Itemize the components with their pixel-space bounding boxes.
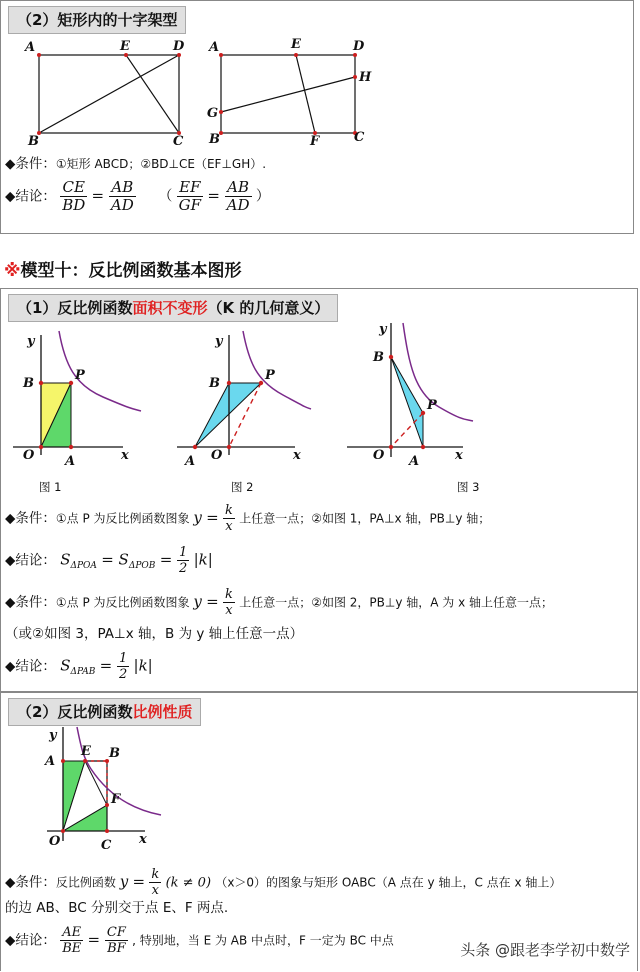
fraction-ab-ad-2: $\frac{AB}{AD}$ bbox=[226, 178, 250, 214]
conclusion-2: ◆结论： $S_{\Delta PAB}$ = $\frac{1}{2}$ |k| bbox=[5, 651, 153, 682]
label-A: A bbox=[209, 40, 220, 55]
figure-1 bbox=[9, 325, 149, 469]
condition-continued: 的边 AB、BC 分别交于点 E、F 两点. bbox=[5, 900, 229, 916]
label-y: y bbox=[379, 322, 387, 337]
figure-rect-cross bbox=[203, 37, 383, 147]
label-F: F bbox=[111, 792, 121, 807]
figure-ratio bbox=[35, 723, 165, 853]
fraction-half: $\frac{1}{2}$ bbox=[179, 545, 188, 576]
section-tag: （2）矩形内的十字架型 bbox=[8, 6, 186, 34]
figure-3 bbox=[343, 319, 483, 469]
label-B: B bbox=[109, 746, 120, 761]
concl-label: ◆结论： bbox=[5, 188, 56, 205]
label-P: P bbox=[75, 368, 85, 383]
label-A: A bbox=[65, 454, 76, 469]
caption-fig-1: 图 1 bbox=[39, 480, 62, 494]
fraction-ef-gf: $\frac{EF}{GF}$ bbox=[178, 178, 202, 214]
label-B: B bbox=[28, 134, 39, 147]
label-A: A bbox=[409, 454, 420, 469]
label-O: O bbox=[373, 448, 385, 463]
condition-2-alt: （或②如图 3，PA⊥x 轴，B 为 y 轴上任意一点） bbox=[5, 626, 304, 642]
label-F: F bbox=[310, 134, 320, 147]
caption-fig-3: 图 3 bbox=[457, 480, 480, 494]
conclusion-1: ◆结论： $S_{\Delta POA} = S_{\Delta POB}$ = $\frac{1}{2}$ |k| bbox=[5, 545, 213, 576]
tag-highlight: 比例性质 bbox=[132, 703, 193, 721]
condition: ◆条件：反比例函数 y = $\frac{k}{x}$ (k ≠ 0) （x＞0）的图象与矩形 OABC（A 点在 y 轴上，C 点在 x 轴上） bbox=[5, 867, 562, 898]
fraction-ab-ad: $\frac{AB}{AD}$ bbox=[110, 178, 134, 214]
label-A: A bbox=[185, 454, 196, 469]
label-y: y bbox=[49, 728, 57, 743]
condition-line bbox=[5, 155, 266, 173]
conclusion: ◆结论： $\frac{AE}{BE}$ = $\frac{CF}{BF}$ , 特别地，当 E 为 AB 中点时，F 一定为 BC 中点 bbox=[5, 925, 394, 956]
watermark: 头条 @跟老李学初中数学 bbox=[460, 941, 630, 959]
label-O: O bbox=[49, 834, 61, 849]
fraction-ae-be: $\frac{AE}{BE}$ bbox=[62, 925, 82, 956]
label-E: E bbox=[291, 37, 301, 52]
label-x: x bbox=[139, 832, 147, 847]
fraction-half-2: $\frac{1}{2}$ bbox=[118, 651, 128, 682]
label-C: C bbox=[173, 134, 184, 147]
figure-2 bbox=[173, 325, 313, 469]
label-O: O bbox=[23, 448, 35, 463]
conclusion-line: ◆结论： $\frac{CE}{BD}$ = $\frac{AB}{AD}$ （ $\frac{EF}{GF}$ = $\frac{AB}{AD}$ ） bbox=[5, 178, 270, 214]
condition-1: ◆条件：①点 P 为反比例函数图象 y = $\frac{k}{x}$ 上任意一点；②如图 1，PA⊥x 轴，PB⊥y 轴； bbox=[5, 503, 491, 534]
tag-highlight: 面积不变形 bbox=[132, 299, 208, 317]
caption-fig-2: 图 2 bbox=[231, 480, 254, 494]
label-B: B bbox=[209, 376, 220, 391]
label-P: P bbox=[427, 398, 437, 413]
section-tag: （1）反比例函数面积不变形（K 的几何意义） bbox=[8, 294, 338, 322]
fraction-k-x-2: $\frac{k}{x}$ bbox=[225, 587, 233, 618]
label-x: x bbox=[455, 448, 463, 463]
heading-text: 模型十：反比例函数基本图形 bbox=[20, 261, 242, 281]
label-D: D bbox=[353, 39, 365, 54]
figure-rect-diagonal bbox=[21, 37, 201, 147]
label-x: x bbox=[293, 448, 301, 463]
label-O: O bbox=[211, 448, 223, 463]
label-B: B bbox=[373, 350, 384, 365]
model-heading bbox=[4, 256, 242, 281]
label-B: B bbox=[23, 376, 34, 391]
label-B: B bbox=[209, 132, 220, 147]
fraction-ce-bd: $\frac{CE}{BD}$ bbox=[62, 178, 86, 214]
condition-2: ◆条件：①点 P 为反比例函数图象 y = $\frac{k}{x}$ 上任意一点；②如图 2，PB⊥y 轴，A 为 x 轴上任意一点； bbox=[5, 587, 553, 618]
label-C: C bbox=[354, 130, 365, 145]
label-y: y bbox=[27, 334, 35, 349]
cond-label: ◆条件： bbox=[5, 156, 56, 172]
label-y: y bbox=[215, 334, 223, 349]
label-E: E bbox=[81, 744, 91, 759]
section-rectangle-cross bbox=[0, 0, 634, 234]
section-ratio-property bbox=[0, 692, 638, 971]
fraction-cf-bf: $\frac{CF}{BF}$ bbox=[106, 925, 126, 956]
label-H: H bbox=[359, 70, 372, 85]
label-C: C bbox=[101, 838, 112, 853]
section-tag: （2）反比例函数比例性质 bbox=[8, 698, 201, 726]
fraction-k-x: $\frac{k}{x}$ bbox=[225, 503, 233, 534]
label-A: A bbox=[25, 40, 36, 55]
label-A: A bbox=[45, 754, 56, 769]
section-area-invariant bbox=[0, 288, 638, 692]
label-G: G bbox=[207, 106, 219, 121]
label-D: D bbox=[173, 39, 185, 54]
fraction-k-x-3: $\frac{k}{x}$ bbox=[151, 867, 160, 898]
label-E: E bbox=[120, 39, 130, 54]
heading-mark: ※ bbox=[4, 261, 21, 281]
cond-text: ①矩形 ABCD；②BD⊥CE（EF⊥GH）. bbox=[55, 157, 267, 171]
label-P: P bbox=[265, 368, 275, 383]
label-x: x bbox=[121, 448, 129, 463]
